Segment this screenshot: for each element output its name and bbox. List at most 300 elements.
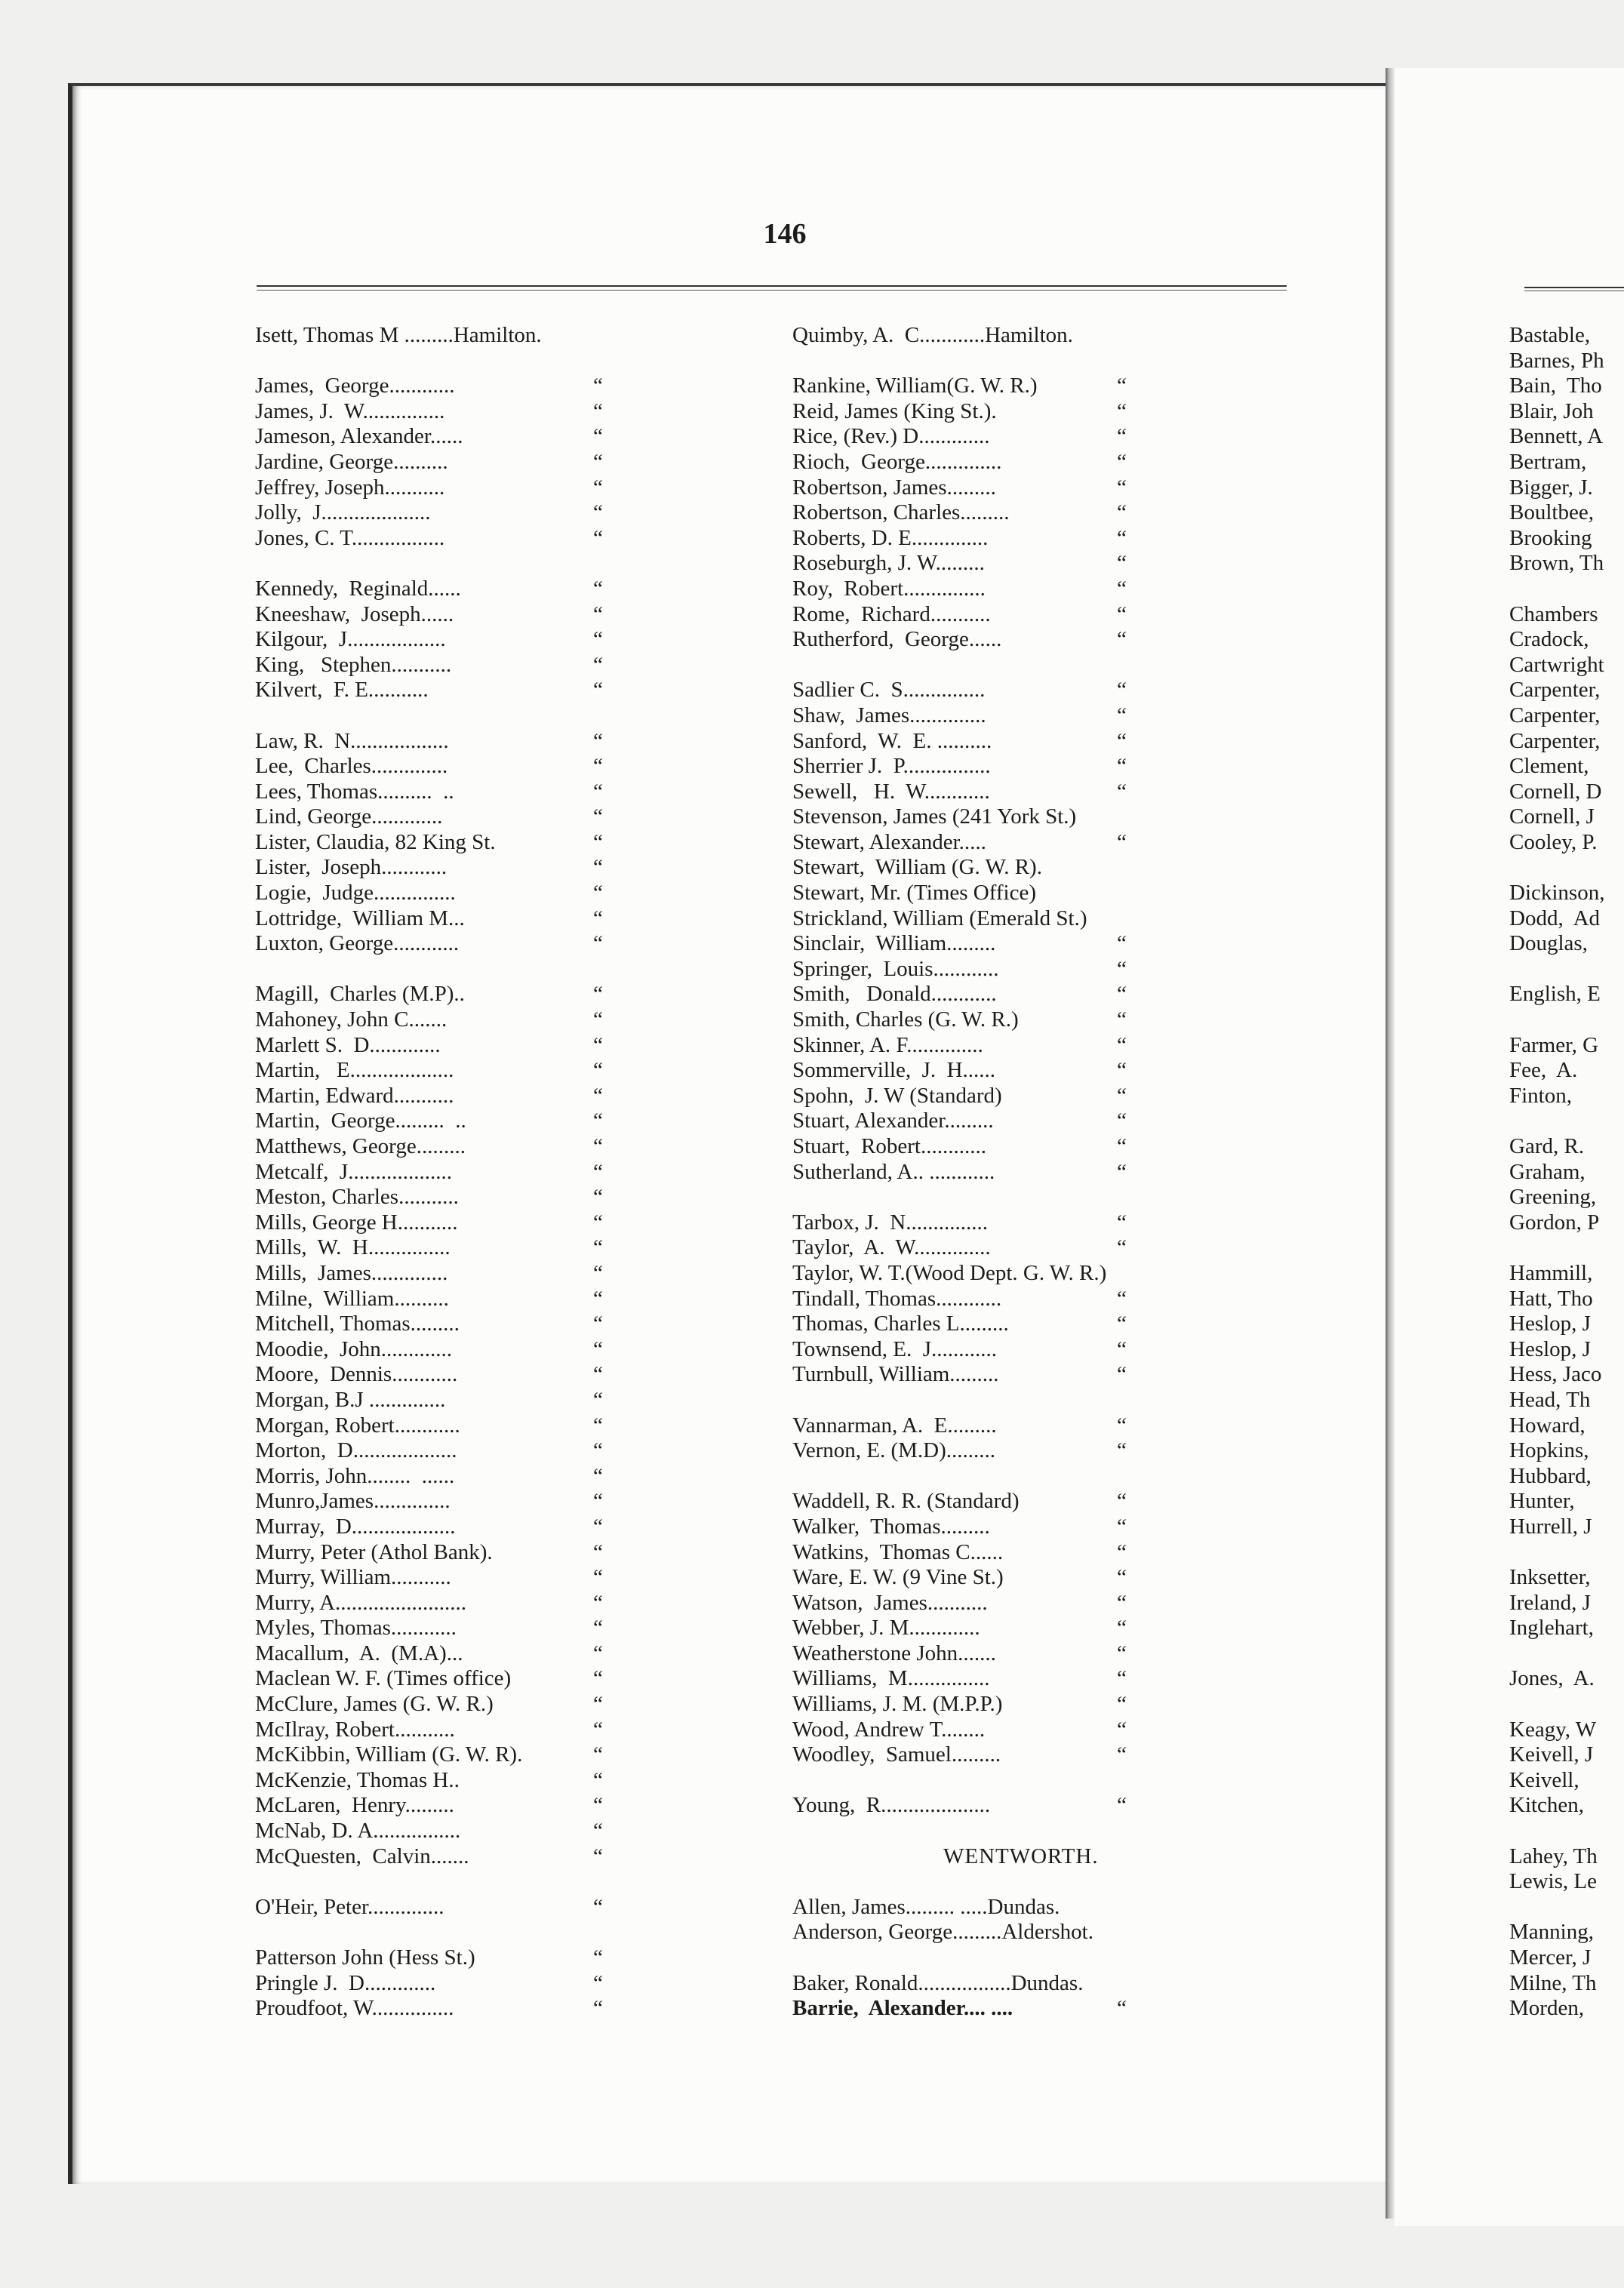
entry-name: Watson, James........... <box>792 1590 988 1615</box>
directory-entry-partial: Inglehart, <box>1509 1616 1594 1641</box>
directory-entry <box>255 804 603 830</box>
directory-entry <box>255 1767 603 1794</box>
entry-place-ditto: “ <box>1117 931 1127 956</box>
directory-entry <box>255 1894 603 1921</box>
spacer <box>1509 1540 1604 1566</box>
directory-entry <box>255 1362 603 1388</box>
entry-name: Rioch, George.............. <box>792 449 1002 474</box>
entry-place-ditto: “ <box>593 525 603 550</box>
directory-entry-partial: Hubbard, <box>1509 1463 1592 1488</box>
entry-place-ditto: “ <box>1117 1235 1127 1260</box>
directory-entry <box>255 1159 603 1186</box>
directory-entry-partial: Keivell, <box>1509 1767 1579 1792</box>
directory-entry-partial: Mercer, J <box>1509 1945 1592 1970</box>
directory-entry <box>255 1945 603 1971</box>
entry-place-ditto: “ <box>1117 398 1127 423</box>
entry-place-ditto: “ <box>593 1336 603 1361</box>
entry-name: Walker, Thomas......... <box>792 1514 990 1539</box>
entry-name: McClure, James (G. W. R.) <box>255 1692 494 1717</box>
directory-entry <box>792 1489 1127 1515</box>
entry-place-ditto: “ <box>1117 1641 1127 1665</box>
entry-name: Allen, James......... .....Dundas. <box>792 1894 1060 1919</box>
directory-entry <box>792 1058 1127 1084</box>
entry-place-ditto: “ <box>1117 1793 1127 1818</box>
directory-entry <box>792 1109 1127 1134</box>
directory-entry-partial: Boultbee, <box>1509 500 1594 525</box>
entry-place-ditto: “ <box>593 627 603 652</box>
directory-entry <box>255 323 542 349</box>
directory-entry <box>255 449 603 475</box>
directory-entry <box>792 1261 1106 1287</box>
entry-name: Jolly, J.................... <box>255 500 431 525</box>
entry-name: Lottridge, William M... <box>255 906 465 930</box>
entry-place-ditto: “ <box>593 1666 603 1691</box>
entry-place-ditto: “ <box>593 1286 603 1311</box>
directory-entry-partial: Ireland, J <box>1509 1590 1591 1615</box>
directory-entry-partial: Morden, <box>1509 1996 1585 2021</box>
entry-name: Taylor, W. T.(Wood Dept. G. W. R.) <box>792 1260 1107 1285</box>
entry-place-ditto: “ <box>593 1463 603 1488</box>
directory-entry <box>255 1260 603 1287</box>
directory-entry <box>255 475 603 501</box>
directory-entry-partial: Dodd, Ad <box>1509 906 1601 930</box>
directory-entry-partial: Hurrell, J <box>1509 1514 1592 1539</box>
entry-name: Sommerville, J. H...... <box>792 1058 996 1083</box>
entry-name: Jameson, Alexander...... <box>255 424 463 449</box>
entry-place-ditto: “ <box>1117 601 1127 626</box>
directory-entry-partial: Kitchen, <box>1509 1793 1585 1818</box>
entry-place-ditto: “ <box>593 1590 603 1615</box>
directory-entry <box>792 1717 1127 1743</box>
spacer <box>1509 957 1604 983</box>
directory-entry <box>255 1109 603 1134</box>
entry-place-ditto: “ <box>1117 1134 1127 1158</box>
entry-name: Marlett S. D............. <box>255 1032 441 1057</box>
entry-name: Robertson, James......... <box>792 475 996 500</box>
entry-name: Sadlier C. S............... <box>792 678 986 703</box>
directory-column-left <box>255 323 603 2022</box>
spacer <box>255 349 542 374</box>
directory-entry <box>255 1539 603 1566</box>
entry-name: Vannarman, A. E......... <box>792 1413 997 1438</box>
entry-place-ditto: “ <box>593 1641 603 1665</box>
directory-entry <box>255 931 603 957</box>
directory-entry <box>792 1539 1127 1566</box>
directory-entry <box>255 601 603 628</box>
directory-entry <box>792 374 1127 399</box>
directory-entry-partial: Cornell, D <box>1509 779 1602 804</box>
directory-entry-partial: Hammill, <box>1509 1260 1593 1285</box>
entry-name: Moore, Dennis............ <box>255 1362 458 1387</box>
entry-name: Rutherford, George...... <box>792 627 1002 652</box>
directory-entry <box>792 1565 1127 1591</box>
entry-place-ditto: “ <box>593 424 603 449</box>
directory-column-middle <box>792 323 1127 2022</box>
entry-name: Ware, E. W. (9 Vine St.) <box>792 1565 1004 1590</box>
entry-place-ditto: “ <box>1117 1539 1127 1564</box>
entry-place-ditto: “ <box>1117 754 1127 779</box>
entry-name: Barrie, Alexander.... .... <box>792 1996 1013 2021</box>
entry-place-ditto: “ <box>1117 829 1127 854</box>
entry-place-ditto: “ <box>593 678 603 703</box>
spacer <box>255 957 542 983</box>
spacer <box>1509 1641 1604 1667</box>
entry-name: Stewart, Alexander..... <box>792 829 986 854</box>
entry-place-ditto: “ <box>593 398 603 423</box>
entry-place-ditto: “ <box>1117 956 1127 981</box>
entry-place-ditto: “ <box>1117 1996 1127 2021</box>
directory-entry-partial: Douglas, <box>1509 931 1588 956</box>
entry-name: Martin, George......... .. <box>255 1109 466 1133</box>
spacer <box>1509 1109 1604 1134</box>
spacer <box>792 349 1106 374</box>
entry-name: Macallum, A. (M.A)... <box>255 1641 463 1665</box>
directory-entry <box>255 982 603 1007</box>
directory-entry <box>255 855 603 881</box>
directory-entry <box>792 1083 1127 1109</box>
entry-name: Morgan, B.J .............. <box>255 1387 446 1412</box>
entry-place-ditto: “ <box>593 1514 603 1539</box>
entry-place-ditto: “ <box>1117 1210 1127 1235</box>
spacer <box>1509 1007 1604 1033</box>
entry-place-ditto: “ <box>593 1134 603 1158</box>
directory-entry <box>255 1616 603 1641</box>
entry-place-ditto: “ <box>593 1312 603 1336</box>
entry-name: Williams, J. M. (M.P.P.) <box>792 1692 1003 1717</box>
entry-name: Sanford, W. E. .......... <box>792 728 992 753</box>
entry-name: Law, R. N.................. <box>255 728 449 753</box>
entry-place-ditto: “ <box>593 576 603 601</box>
entry-place-ditto: “ <box>593 1970 603 1995</box>
directory-entry <box>255 1793 603 1819</box>
entry-name: Quimby, A. C............Hamilton. <box>792 323 1073 347</box>
entry-place-ditto: “ <box>593 982 603 1007</box>
entry-name: Mills, George H........... <box>255 1210 458 1235</box>
entry-name: Webber, J. M............. <box>792 1616 980 1641</box>
entry-place-ditto: “ <box>593 804 603 829</box>
entry-name: Kilvert, F. E........... <box>255 678 429 703</box>
entry-place-ditto: “ <box>1117 1058 1127 1083</box>
entry-place-ditto: “ <box>593 1109 603 1133</box>
entry-name: Martin, Edward........... <box>255 1083 454 1108</box>
entry-name: Mitchell, Thomas......... <box>255 1312 460 1336</box>
entry-name: Anderson, George.........Aldershot. <box>792 1920 1093 1945</box>
entry-name: Metcalf, J................... <box>255 1159 452 1184</box>
directory-entry <box>255 1692 603 1718</box>
entry-name: Jones, C. T................. <box>255 525 445 550</box>
entry-place-ditto: “ <box>593 1210 603 1235</box>
entry-place-ditto: “ <box>1117 1590 1127 1615</box>
entry-place-ditto: “ <box>593 906 603 930</box>
entry-place-ditto: “ <box>1117 1083 1127 1108</box>
entry-name: Myles, Thomas............ <box>255 1616 457 1641</box>
entry-name: Tindall, Thomas............ <box>792 1286 1002 1311</box>
entry-place-ditto: “ <box>1117 1159 1127 1184</box>
entry-place-ditto: “ <box>1117 525 1127 550</box>
directory-entry <box>792 1210 1127 1236</box>
directory-entry <box>792 855 1106 881</box>
entry-name: Lister, Claudia, 82 King St. <box>255 829 496 854</box>
entry-place-ditto: “ <box>593 1387 603 1412</box>
entry-name: McNab, D. A................ <box>255 1819 461 1844</box>
directory-entry-partial: Head, Th <box>1509 1387 1591 1412</box>
directory-entry-partial: Farmer, G <box>1509 1032 1599 1057</box>
spacer <box>792 1869 1106 1895</box>
directory-entry <box>255 1565 603 1591</box>
entry-name: Rome, Richard........... <box>792 601 991 626</box>
entry-place-ditto: “ <box>593 500 603 525</box>
spacer <box>255 1920 542 1945</box>
directory-entry <box>255 424 603 450</box>
entry-name: Sinclair, William......... <box>792 931 996 956</box>
directory-entry-partial: Hatt, Tho <box>1509 1286 1593 1311</box>
directory-entry-partial: Carpenter, <box>1509 678 1601 703</box>
directory-entry <box>792 627 1127 653</box>
directory-entry <box>792 1235 1127 1261</box>
entry-place-ditto: “ <box>1117 1007 1127 1032</box>
directory-entry-partial: Lewis, Le <box>1509 1869 1597 1894</box>
entry-place-ditto: “ <box>1117 1362 1127 1387</box>
entry-name: Mahoney, John C....... <box>255 1007 448 1032</box>
entry-name: Matthews, George......... <box>255 1134 466 1158</box>
directory-entry <box>255 576 603 602</box>
entry-name: Lind, George............. <box>255 804 443 829</box>
directory-entry-partial: Hess, Jaco <box>1509 1362 1602 1387</box>
directory-entry <box>792 1971 1106 1997</box>
directory-entry <box>255 1336 603 1363</box>
directory-entry <box>792 804 1106 830</box>
directory-entry <box>792 1413 1127 1439</box>
spacer <box>792 1185 1106 1210</box>
entry-place-ditto: “ <box>593 1260 603 1285</box>
entry-place-ditto: “ <box>593 1032 603 1057</box>
entry-place-ditto: “ <box>593 931 603 956</box>
directory-entry-partial: Blair, Joh <box>1509 398 1594 423</box>
directory-entry-partial: Cartwright <box>1509 652 1604 677</box>
directory-entry <box>255 1970 603 1997</box>
directory-entry <box>255 1514 603 1540</box>
entry-name: Lister, Joseph............ <box>255 855 448 880</box>
entry-place-ditto: “ <box>1117 678 1127 703</box>
directory-entry <box>792 475 1127 501</box>
directory-entry <box>792 1134 1127 1160</box>
spacer <box>1509 1819 1604 1844</box>
entry-name: Sutherland, A.. ............ <box>792 1159 995 1184</box>
entry-place-ditto: “ <box>593 1083 603 1108</box>
entry-name: Wood, Andrew T........ <box>792 1717 986 1742</box>
header-rule <box>257 285 1287 291</box>
entry-place-ditto: “ <box>1117 1286 1127 1311</box>
directory-entry-partial: Manning, <box>1509 1920 1594 1945</box>
directory-entry <box>792 576 1127 602</box>
directory-entry-partial: Gordon, P <box>1509 1210 1600 1235</box>
entry-name: Rice, (Rev.) D............. <box>792 424 990 449</box>
directory-entry <box>792 1007 1127 1033</box>
entry-name: Morris, John........ ...... <box>255 1463 455 1488</box>
entry-place-ditto: “ <box>593 1489 603 1514</box>
spacer <box>1509 1895 1604 1921</box>
entry-name: Waddell, R. R. (Standard) <box>792 1489 1020 1514</box>
directory-entry <box>792 500 1127 526</box>
directory-entry-partial: Inksetter, <box>1509 1565 1591 1590</box>
entry-place-ditto: “ <box>593 1819 603 1844</box>
directory-entry <box>792 1641 1127 1667</box>
entry-name: Isett, Thomas M .........Hamilton. <box>255 323 542 347</box>
directory-entry <box>255 627 603 653</box>
directory-entry <box>792 1286 1127 1312</box>
directory-entry-partial: Bennett, A <box>1509 424 1604 449</box>
entry-place-ditto: “ <box>1117 500 1127 525</box>
entry-place-ditto: “ <box>593 1235 603 1260</box>
spacer <box>1509 577 1604 602</box>
directory-entry-partial: Fee, A. <box>1509 1058 1578 1083</box>
entry-name: Watkins, Thomas C...... <box>792 1539 1004 1564</box>
entry-place-ditto: “ <box>593 1185 603 1210</box>
entry-name: King, Stephen........... <box>255 652 452 677</box>
entry-place-ditto: “ <box>1117 475 1127 500</box>
entry-place-ditto: “ <box>1117 1312 1127 1336</box>
entry-name: Kneeshaw, Joseph...... <box>255 601 454 626</box>
entry-name: Turnbull, William......... <box>792 1362 999 1387</box>
spacer <box>1509 855 1604 881</box>
entry-place-ditto: “ <box>1117 728 1127 753</box>
directory-entry <box>255 1134 603 1160</box>
directory-entry-partial: Bigger, J. <box>1509 475 1593 500</box>
entry-name: McKenzie, Thomas H.. <box>255 1767 460 1792</box>
directory-entry-partial: Keivell, J <box>1509 1742 1594 1767</box>
entry-place-ditto: “ <box>593 1844 603 1868</box>
directory-entry-partial: Cradock, <box>1509 627 1589 652</box>
directory-entry <box>255 525 603 552</box>
entry-place-ditto: “ <box>593 881 603 906</box>
entry-name: Munro,James.............. <box>255 1489 451 1514</box>
entry-place-ditto: “ <box>1117 1742 1127 1767</box>
entry-name: Springer, Louis............ <box>792 956 999 981</box>
directory-entry-partial: Brooking <box>1509 525 1592 550</box>
entry-name: Roy, Robert............... <box>792 576 986 601</box>
entry-name: Murry, A........................ <box>255 1590 467 1615</box>
entry-place-ditto: “ <box>1117 1616 1127 1641</box>
directory-entry-partial: Heslop, J <box>1509 1312 1591 1336</box>
directory-entry-partial: Dickinson, <box>1509 881 1605 906</box>
directory-entry <box>792 956 1127 983</box>
directory-entry-partial: Milne, Th <box>1509 1970 1597 1995</box>
entry-place-ditto: “ <box>593 1362 603 1387</box>
directory-entry <box>792 1996 1127 2022</box>
spacer <box>792 653 1106 678</box>
spacer <box>792 1945 1106 1971</box>
entry-name: Martin, E................... <box>255 1058 454 1083</box>
entry-name: Morgan, Robert............ <box>255 1413 460 1438</box>
directory-entry <box>792 754 1127 780</box>
directory-entry-partial: Chambers <box>1509 601 1598 626</box>
entry-name: Maclean W. F. (Times office) <box>255 1666 512 1691</box>
directory-entry <box>255 1387 603 1413</box>
directory-entry-partial: Hunter, <box>1509 1489 1575 1514</box>
directory-entry-partial: Clement, <box>1509 754 1589 779</box>
entry-name: Kilgour, J.................. <box>255 627 446 652</box>
directory-entry-partial: Bastable, <box>1509 323 1591 347</box>
spacer <box>1509 1235 1604 1261</box>
entry-place-ditto: “ <box>593 728 603 753</box>
entry-name: James, J. W............... <box>255 398 445 423</box>
directory-entry <box>792 424 1127 450</box>
entry-name: Patterson John (Hess St.) <box>255 1945 475 1970</box>
entry-name: Strickland, William (Emerald St.) <box>792 906 1087 930</box>
entry-place-ditto: “ <box>593 1717 603 1742</box>
directory-entry <box>792 1336 1127 1363</box>
entry-name: Stewart, William (G. W. R). <box>792 855 1042 880</box>
directory-entry <box>255 374 603 399</box>
directory-entry <box>792 1920 1106 1945</box>
entry-place-ditto: “ <box>1117 1666 1127 1691</box>
entry-name: Roseburgh, J. W......... <box>792 551 985 576</box>
entry-place-ditto: “ <box>593 601 603 626</box>
entry-place-ditto: “ <box>1117 1438 1127 1463</box>
entry-name: Shaw, James.............. <box>792 703 986 727</box>
entry-name: Murray, D................... <box>255 1514 456 1539</box>
entry-name: Thomas, Charles L......... <box>792 1312 1009 1336</box>
directory-entry-partial: Barnes, Ph <box>1509 348 1604 373</box>
entry-place-ditto: “ <box>593 1793 603 1818</box>
entry-place-ditto: “ <box>593 475 603 500</box>
entry-place-ditto: “ <box>593 374 603 398</box>
directory-entry <box>792 931 1127 957</box>
entry-place-ditto: “ <box>593 1692 603 1717</box>
entry-name: Vernon, E. (M.D)......... <box>792 1438 996 1463</box>
entry-name: Taylor, A. W.............. <box>792 1235 991 1260</box>
directory-entry <box>792 1692 1127 1718</box>
entry-place-ditto: “ <box>593 779 603 804</box>
directory-entry <box>255 1058 603 1084</box>
entry-name: Spohn, J. W (Standard) <box>792 1083 1002 1108</box>
spacer <box>255 1869 542 1895</box>
entry-name: Stuart, Alexander......... <box>792 1109 994 1133</box>
directory-entry <box>792 906 1106 932</box>
entry-place-ditto: “ <box>1117 424 1127 449</box>
entry-name: Sewell, H. W............ <box>792 779 990 804</box>
entry-place-ditto: “ <box>593 1616 603 1641</box>
entry-place-ditto: “ <box>1117 374 1127 398</box>
directory-entry-partial: Brown, Th <box>1509 551 1604 576</box>
entry-place-ditto: “ <box>593 1413 603 1438</box>
entry-place-ditto: “ <box>593 652 603 677</box>
entry-place-ditto: “ <box>1117 576 1127 601</box>
entry-place-ditto: “ <box>593 1058 603 1083</box>
entry-name: Williams, M............... <box>792 1666 990 1691</box>
directory-entry-partial: Jones, A. <box>1509 1666 1595 1691</box>
directory-entry-partial: Gard, R. <box>1509 1134 1585 1158</box>
header-rule-right-page <box>1524 287 1624 291</box>
entry-name: Moodie, John............. <box>255 1336 452 1361</box>
directory-entry <box>792 398 1127 425</box>
directory-entry <box>792 1590 1127 1616</box>
directory-entry <box>792 551 1127 577</box>
directory-entry <box>255 1717 603 1743</box>
directory-entry <box>255 1666 603 1692</box>
spacer <box>255 551 542 577</box>
entry-name: Pringle J. D............. <box>255 1970 436 1995</box>
directory-entry <box>255 1083 603 1109</box>
directory-entry <box>792 601 1127 628</box>
entry-name: Morton, D................... <box>255 1438 457 1463</box>
entry-place-ditto: “ <box>593 449 603 474</box>
entry-place-ditto: “ <box>1117 1032 1127 1057</box>
entry-name: McIlray, Robert........... <box>255 1717 455 1742</box>
section-heading: WENTWORTH. <box>943 1844 1099 1868</box>
directory-entry <box>792 1666 1127 1692</box>
directory-entry <box>792 1793 1127 1819</box>
